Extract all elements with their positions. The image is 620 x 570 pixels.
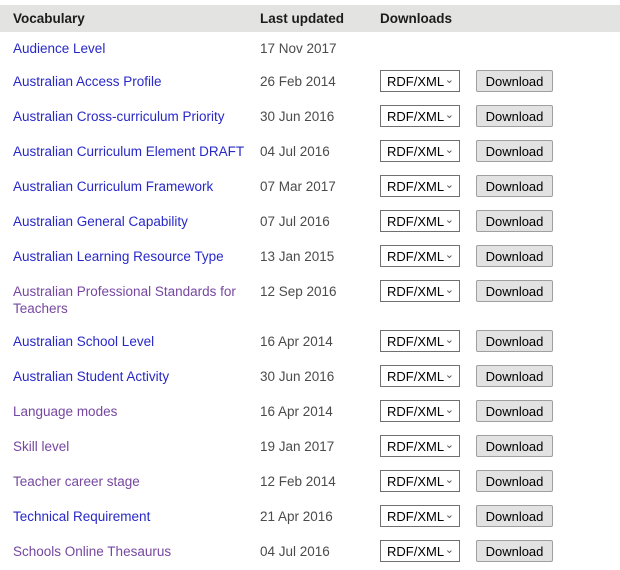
vocabulary-cell [0, 213, 260, 230]
downloads-cell [380, 333, 620, 352]
table-header [0, 5, 620, 32]
vocabulary-link[interactable]: Skill level [13, 439, 70, 454]
download-button[interactable]: Download [476, 400, 553, 422]
vocabulary-cell [0, 333, 260, 350]
column-header-last-updated: Last updated [260, 11, 345, 26]
format-select-value: RDF/XML [387, 178, 445, 194]
chevron-down-icon: ⌄ [444, 438, 454, 451]
format-select[interactable] [380, 540, 460, 562]
last-updated-date: 19 Jan 2017 [260, 439, 335, 454]
table-row [0, 170, 620, 205]
download-button[interactable]: Download [476, 540, 553, 562]
download-controls [380, 505, 620, 527]
vocabulary-cell [0, 248, 260, 265]
format-select[interactable] [380, 140, 460, 162]
download-controls [380, 400, 620, 422]
chevron-down-icon: ⌄ [444, 403, 454, 416]
format-select[interactable] [380, 400, 460, 422]
download-button[interactable]: Download [476, 70, 553, 92]
download-controls [380, 470, 620, 492]
download-controls [380, 280, 620, 302]
format-select-value: RDF/XML [387, 108, 445, 124]
table-row [0, 430, 620, 465]
format-select-value: RDF/XML [387, 143, 445, 159]
downloads-cell [380, 248, 620, 267]
column-header-downloads: Downloads [380, 11, 453, 26]
table-row [0, 100, 620, 135]
format-select-value: RDF/XML [387, 333, 445, 349]
download-button[interactable]: Download [476, 175, 553, 197]
download-button[interactable]: Download [476, 245, 553, 267]
vocabulary-cell [0, 368, 260, 385]
column-header-vocabulary: Vocabulary [13, 11, 85, 26]
last-updated-date: 17 Nov 2017 [260, 41, 337, 56]
format-select[interactable] [380, 330, 460, 352]
download-button[interactable]: Download [476, 470, 553, 492]
format-select[interactable] [380, 505, 460, 527]
vocabulary-link[interactable]: Audience Level [13, 41, 106, 56]
last-updated-date: 21 Apr 2016 [260, 509, 333, 524]
last-updated-date: 13 Jan 2015 [260, 249, 335, 264]
vocabulary-link[interactable]: Australian Cross-curriculum Priority [13, 109, 225, 124]
format-select-value: RDF/XML [387, 73, 445, 89]
vocabulary-cell [0, 403, 260, 420]
table-row [0, 325, 620, 360]
table-row [0, 360, 620, 395]
vocabulary-cell [0, 508, 260, 525]
download-button[interactable]: Download [476, 140, 553, 162]
vocabulary-link[interactable]: Australian General Capability [13, 214, 188, 229]
format-select[interactable] [380, 280, 460, 302]
chevron-down-icon: ⌄ [444, 108, 454, 121]
downloads-cell [380, 178, 620, 197]
format-select-value: RDF/XML [387, 403, 445, 419]
downloads-cell [380, 283, 620, 302]
format-select-value: RDF/XML [387, 438, 445, 454]
last-updated-date: 26 Feb 2014 [260, 74, 336, 89]
downloads-cell [380, 143, 620, 162]
download-button[interactable]: Download [476, 365, 553, 387]
last-updated-date: 07 Mar 2017 [260, 179, 336, 194]
vocabulary-link[interactable]: Australian Curriculum Element DRAFT [13, 144, 245, 159]
format-select[interactable] [380, 210, 460, 232]
chevron-down-icon: ⌄ [444, 143, 454, 156]
chevron-down-icon: ⌄ [444, 473, 454, 486]
chevron-down-icon: ⌄ [444, 73, 454, 86]
downloads-cell [380, 508, 620, 527]
last-updated-date: 30 Jun 2016 [260, 109, 335, 124]
last-updated-date: 16 Apr 2014 [260, 334, 333, 349]
format-select[interactable] [380, 470, 460, 492]
vocabulary-link[interactable]: Australian Professional Standards for Teachers [13, 284, 236, 316]
download-controls [380, 435, 620, 457]
download-controls [380, 245, 620, 267]
downloads-cell [380, 543, 620, 562]
chevron-down-icon: ⌄ [444, 248, 454, 261]
table-row [0, 32, 620, 65]
download-controls [380, 365, 620, 387]
chevron-down-icon: ⌄ [444, 508, 454, 521]
format-select[interactable] [380, 70, 460, 92]
downloads-cell [380, 438, 620, 457]
table-row [0, 535, 620, 570]
format-select-value: RDF/XML [387, 248, 445, 264]
vocabulary-link[interactable]: Schools Online Thesaurus [13, 544, 172, 559]
last-updated-date: 12 Sep 2016 [260, 284, 337, 299]
last-updated-date: 07 Jul 2016 [260, 214, 330, 229]
chevron-down-icon: ⌄ [444, 368, 454, 381]
vocabulary-cell [0, 143, 260, 160]
download-controls [380, 210, 620, 232]
chevron-down-icon: ⌄ [444, 178, 454, 191]
format-select[interactable] [380, 105, 460, 127]
vocabulary-link[interactable]: Language modes [13, 404, 118, 419]
format-select-value: RDF/XML [387, 508, 445, 524]
download-button[interactable]: Download [476, 280, 553, 302]
downloads-cell [380, 213, 620, 232]
vocabulary-cell [0, 473, 260, 490]
format-select-value: RDF/XML [387, 543, 445, 559]
vocabulary-link[interactable]: Australian Curriculum Framework [13, 179, 214, 194]
format-select-value: RDF/XML [387, 368, 445, 384]
download-button[interactable]: Download [476, 435, 553, 457]
download-controls [380, 540, 620, 562]
format-select-value: RDF/XML [387, 213, 445, 229]
chevron-down-icon: ⌄ [444, 333, 454, 346]
vocabulary-link[interactable]: Technical Requirement [13, 509, 151, 524]
download-button[interactable]: Download [476, 210, 553, 232]
format-select[interactable] [380, 245, 460, 267]
last-updated-date: 16 Apr 2014 [260, 404, 333, 419]
download-button[interactable]: Download [476, 505, 553, 527]
table-row [0, 500, 620, 535]
format-select-value: RDF/XML [387, 473, 445, 489]
table-row [0, 205, 620, 240]
table-row [0, 395, 620, 430]
downloads-cell [380, 108, 620, 127]
table-row [0, 65, 620, 100]
download-button[interactable]: Download [476, 105, 553, 127]
table-row [0, 465, 620, 500]
download-controls [380, 330, 620, 352]
table-row [0, 275, 620, 325]
vocabulary-cell [0, 438, 260, 455]
last-updated-date: 30 Jun 2016 [260, 369, 335, 384]
downloads-cell [380, 403, 620, 422]
downloads-cell [380, 368, 620, 387]
download-controls [380, 70, 620, 92]
download-controls [380, 105, 620, 127]
download-button[interactable]: Download [476, 330, 553, 352]
format-select[interactable] [380, 435, 460, 457]
last-updated-date: 04 Jul 2016 [260, 544, 330, 559]
downloads-cell [380, 73, 620, 92]
download-controls [380, 140, 620, 162]
vocabulary-cell [0, 73, 260, 90]
format-select[interactable] [380, 175, 460, 197]
vocabulary-cell [0, 178, 260, 195]
last-updated-date: 12 Feb 2014 [260, 474, 336, 489]
format-select-value: RDF/XML [387, 283, 445, 299]
vocabulary-cell [0, 108, 260, 125]
table-body [0, 32, 620, 570]
chevron-down-icon: ⌄ [444, 213, 454, 226]
vocabulary-link[interactable]: Australian Access Profile [13, 74, 162, 89]
downloads-cell [380, 473, 620, 492]
vocabulary-cell [0, 40, 260, 57]
format-select[interactable] [380, 365, 460, 387]
download-controls [380, 175, 620, 197]
last-updated-date: 04 Jul 2016 [260, 144, 330, 159]
vocabulary-link[interactable]: Australian School Level [13, 334, 155, 349]
table-row [0, 135, 620, 170]
vocabulary-link[interactable]: Australian Learning Resource Type [13, 249, 224, 264]
chevron-down-icon: ⌄ [444, 283, 454, 296]
vocabulary-cell [0, 283, 260, 317]
vocabulary-link[interactable]: Teacher career stage [13, 474, 140, 489]
chevron-down-icon: ⌄ [444, 543, 454, 556]
vocabulary-cell [0, 543, 260, 560]
vocabulary-link[interactable]: Australian Student Activity [13, 369, 170, 384]
table-row [0, 240, 620, 275]
